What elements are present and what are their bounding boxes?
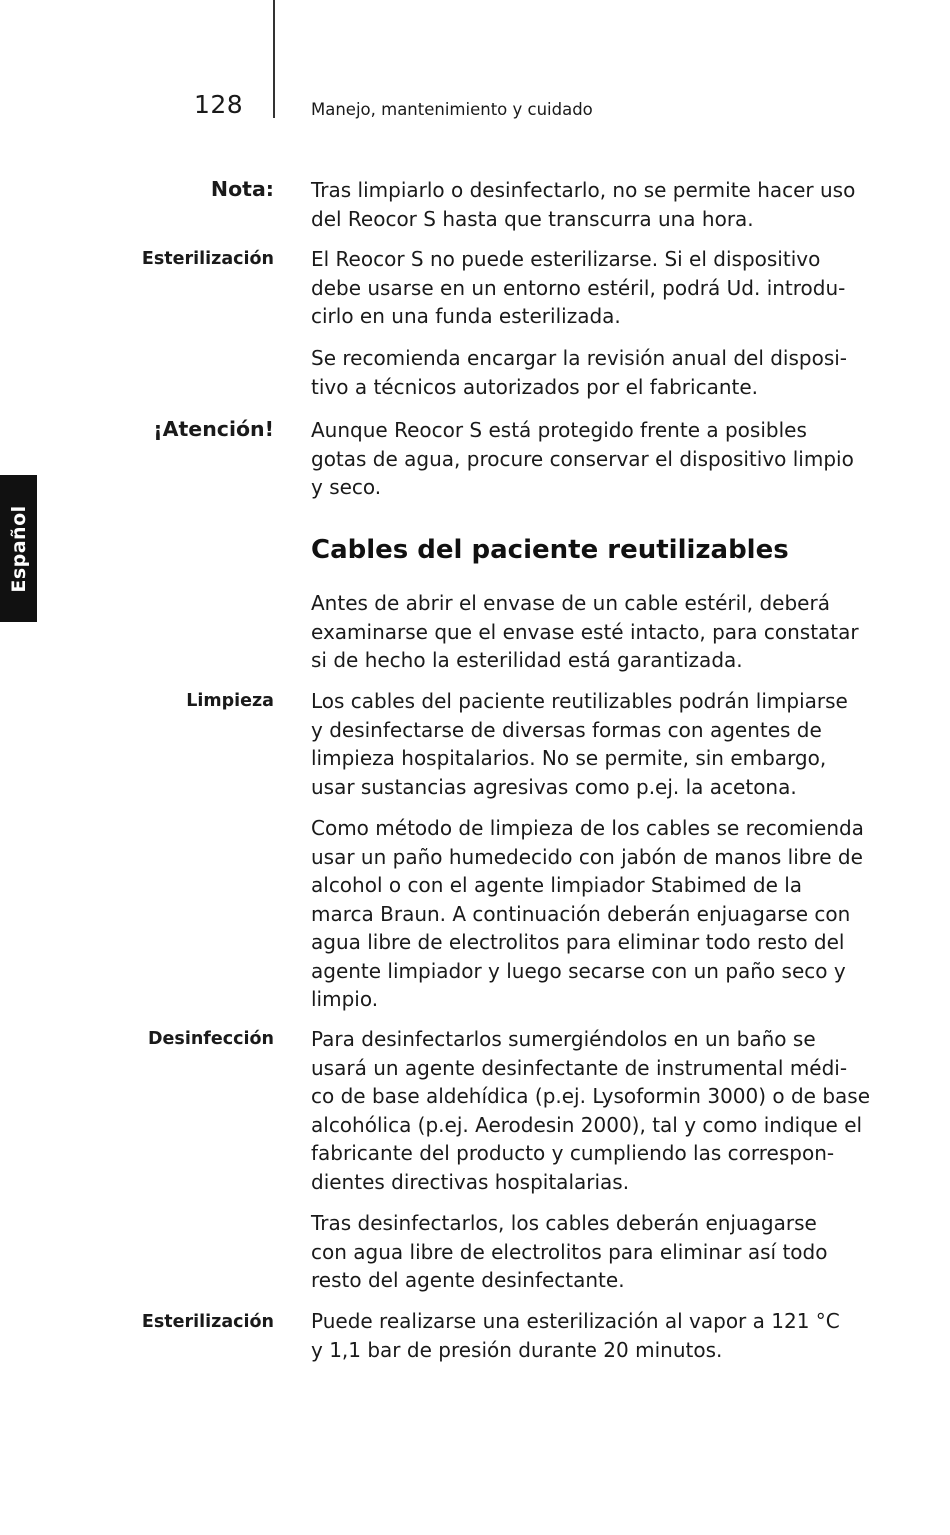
text-line: co de base aldehídica (p.ej. Lysoformin 3000) o de base xyxy=(311,1084,871,1108)
paragraph-nota xyxy=(311,176,871,233)
text-line: agua libre de electrolitos para eliminar todo resto del xyxy=(311,930,845,954)
text-line: resto del agente desinfectante. xyxy=(311,1268,625,1292)
text-line: alcohólica (p.ej. Aerodesin 2000), tal y como indique el xyxy=(311,1112,863,1137)
text-line: El Reocor S no puede esterilizarse. Si el dispositivo xyxy=(311,247,821,271)
text-line: Se recomienda encargar la revisión anual del disposi- xyxy=(311,346,848,370)
text-line: fabricante del producto y cumpliendo las correspon- xyxy=(311,1141,835,1165)
label-atencion: ¡Atención! xyxy=(153,417,274,441)
text-line: limpio. xyxy=(311,987,379,1011)
language-side-tab xyxy=(0,475,37,622)
section-heading: Cables del paciente reutilizables xyxy=(311,535,789,565)
text-line: Para desinfectarlos sumergiéndolos en un baño se xyxy=(311,1027,816,1051)
text-line: usar sustancias agresivas como p.ej. la acetona. xyxy=(311,774,797,799)
text-line: del Reocor S hasta que transcurra una hora. xyxy=(311,206,754,231)
text-line: Como método de limpieza de los cables se recomienda xyxy=(311,816,864,840)
paragraph-esterilizacion-vapor xyxy=(311,1307,871,1364)
label-nota: Nota: xyxy=(210,177,274,201)
text-line: Puede realizarse una esterilización al vapor a 121 °C xyxy=(311,1309,840,1333)
text-line: marca Braun. A continuación deberán enjuagarse con xyxy=(311,901,851,926)
text-line: y desinfectarse de diversas formas con agentes de xyxy=(311,717,822,742)
page-number: 128 xyxy=(194,90,244,119)
text-line: Tras desinfectarlos, los cables deberán enjuagarse xyxy=(311,1211,817,1235)
paragraph-envase xyxy=(311,589,871,675)
paragraph-revision xyxy=(311,344,871,401)
paragraph-limpieza xyxy=(311,687,871,801)
paragraph-desinfeccion xyxy=(311,1025,871,1196)
text-line: Aunque Reocor S está protegido frente a posibles xyxy=(311,418,807,442)
paragraph-enjuague xyxy=(311,1209,871,1295)
text-line: dientes directivas hospitalarias. xyxy=(311,1169,630,1194)
text-line: gotas de agua, procure conservar el dispositivo limpio xyxy=(311,446,854,471)
paragraph-esterilizacion xyxy=(311,245,871,331)
label-desinfeccion: Desinfección xyxy=(148,1029,274,1049)
text-line: alcohol o con el agente limpiador Stabimed de la xyxy=(311,873,803,897)
text-line: examinarse que el envase esté intacto, para constatar xyxy=(311,619,859,644)
text-line: debe usarse en un entorno estéril, podrá Ud. introdu- xyxy=(311,275,846,300)
text-line: limpieza hospitalarios. No se permite, sin embargo, xyxy=(311,746,827,770)
paragraph-atencion xyxy=(311,416,871,502)
text-line: y seco. xyxy=(311,475,382,499)
text-line: cirlo en una funda esterilizada. xyxy=(311,304,621,328)
text-line: usar un paño humedecido con jabón de manos libre de xyxy=(311,844,863,869)
text-line: usará un agente desinfectante de instrumental médi- xyxy=(311,1055,848,1080)
text-line: y 1,1 bar de presión durante 20 minutos. xyxy=(311,1337,723,1362)
text-line: Tras limpiarlo o desinfectarlo, no se permite hacer uso xyxy=(311,178,856,202)
language-side-tab-label: Español xyxy=(7,504,30,593)
text-line: agente limpiador y luego secarse con un paño seco y xyxy=(311,958,846,983)
text-line: tivo a técnicos autorizados por el fabricante. xyxy=(311,374,759,399)
running-head: Manejo, mantenimiento y cuidado xyxy=(311,100,593,119)
text-line: Los cables del paciente reutilizables podrán limpiarse xyxy=(311,689,848,713)
text-line: con agua libre de electrolitos para eliminar así todo xyxy=(311,1239,828,1264)
paragraph-metodo-limpieza xyxy=(311,814,871,1014)
text-line: si de hecho la esterilidad está garantizada. xyxy=(311,648,743,672)
label-esterilizacion-cables: Esterilización xyxy=(141,1312,274,1332)
label-esterilizacion: Esterilización xyxy=(141,249,274,269)
text-line: Antes de abrir el envase de un cable estéril, deberá xyxy=(311,591,830,615)
label-limpieza: Limpieza xyxy=(186,691,274,711)
header-divider xyxy=(273,0,275,118)
